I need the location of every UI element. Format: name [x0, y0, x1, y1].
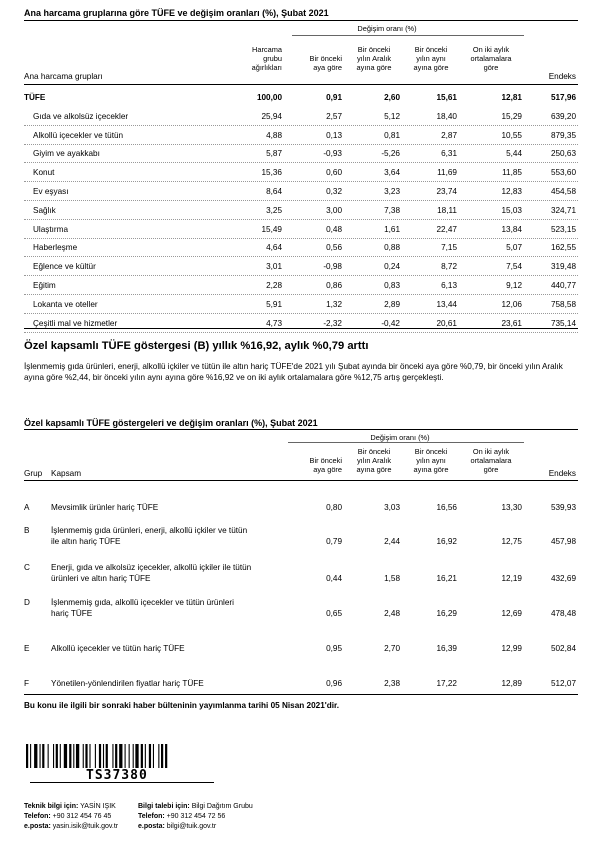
table1-header-rule [24, 84, 578, 85]
table1-cell-d: -0,42 [381, 318, 400, 328]
table2-top-rule [24, 429, 578, 430]
table1-cell-a: 13,84 [501, 224, 522, 234]
table1-row-name: Sağlık [33, 205, 56, 215]
table1-cell-m: 0,32 [326, 187, 342, 196]
table1-cell-m: -0,93 [323, 149, 342, 159]
info-phone: +90 312 454 72 56 [166, 813, 226, 820]
table1-row-name: Giyim ve ayakkabı [33, 149, 100, 159]
table1-row-separator [24, 332, 578, 333]
barcode-bar [106, 744, 108, 768]
table1-cell-w: 5,91 [266, 299, 282, 309]
table1-row-separator [24, 162, 578, 163]
table2-cell-a: 12,75 [501, 537, 522, 546]
table1-cell-i: 319,48 [550, 262, 576, 272]
barcode-bar [48, 744, 49, 768]
barcode-bar [115, 744, 117, 768]
table1-cell-m: 0,13 [326, 130, 342, 140]
barcode-bar [129, 744, 130, 768]
table1-cell-w: 8,64 [266, 187, 282, 196]
table2-row-kapsam: Yönetilen-yönlendirilen fiyatlar hariç TÜFE [51, 679, 204, 688]
table2-change-rule [288, 442, 524, 443]
table1-cell-d: 2,89 [384, 299, 400, 309]
table2-row-group: C [24, 563, 30, 572]
table1-row-name: Eğitim [33, 281, 56, 290]
barcode-bar [60, 744, 61, 768]
table1-cell-y: 23,74 [436, 187, 457, 196]
table1-bottom-rule [24, 328, 578, 329]
table2-cell-i: 457,98 [550, 537, 576, 546]
table1-cell-y: 2,87 [441, 130, 457, 140]
tech-email: yasin.isik@tuik.gov.tr [52, 823, 119, 830]
table1-cell-a: 15,03 [501, 205, 522, 215]
barcode-bar [119, 744, 122, 768]
table1-cell-m: 0,56 [326, 243, 342, 253]
barcode-bar [141, 744, 143, 768]
table1-cell-w: 4,88 [266, 130, 282, 140]
table1-cell-d: 5,12 [384, 111, 400, 121]
table1-col-12m: On iki aylık ortalamalara göre [470, 45, 512, 72]
table1-cell-i: 324,71 [550, 205, 576, 215]
info-label: Bilgi talebi için: [138, 803, 190, 810]
table2-row-kapsam: ile altın hariç TÜFE [51, 537, 121, 546]
table1-row-name: Ev eşyası [33, 187, 69, 196]
table1-cell-m: 3,00 [326, 205, 342, 215]
table1-title: Ana harcama gruplarına göre TÜFE ve değişim oranları (%), Şubat 2021 [24, 8, 329, 18]
table2-cell-i: 502,84 [550, 644, 576, 653]
info-phone-label: Telefon: [138, 813, 165, 820]
table2-cell-m: 0,65 [326, 609, 342, 618]
table2-col-index: Endeks [548, 469, 576, 478]
table1-row-name: Gıda ve alkolsüz içecekler [33, 111, 129, 121]
table1-row-separator [24, 125, 578, 126]
barcode-bar [112, 744, 113, 768]
table1-cell-m: 0,60 [326, 168, 342, 178]
table1-row-name: Alkollü içecekler ve tütün [33, 130, 124, 140]
table1-col-monthly: Bir önceki aya göre [309, 54, 342, 72]
table2-row-group: B [24, 526, 30, 535]
table2-cell-d: 2,48 [384, 609, 400, 618]
barcode-bar [83, 744, 84, 768]
table1-row-separator [24, 313, 578, 314]
table1-cell-a: 12,81 [501, 93, 522, 102]
table1-row-name: Lokanta ve oteller [33, 299, 98, 309]
table2-header-rule [24, 480, 578, 481]
table1-cell-a: 10,55 [501, 130, 522, 140]
table1-row-separator [24, 256, 578, 257]
table1-cell-d: -5,26 [381, 149, 400, 159]
table1-cell-w: 4,73 [266, 318, 282, 328]
table1-cell-y: 15,61 [436, 93, 457, 102]
table1-cell-a: 12,83 [501, 187, 522, 196]
table2-cell-d: 3,03 [384, 503, 400, 512]
barcode-bar [145, 744, 146, 768]
table2-row-group: F [24, 679, 30, 688]
table2-cell-d: 2,38 [384, 679, 400, 688]
info-email-label: e.posta: [138, 823, 165, 830]
table1-cell-w: 2,28 [266, 281, 282, 290]
table2-cell-a: 12,89 [501, 679, 522, 688]
table2-cell-i: 512,07 [550, 679, 576, 688]
table1-cell-a: 7,54 [506, 262, 522, 272]
footer-tech-contact [24, 802, 118, 832]
table1-row-separator [24, 219, 578, 220]
table2-row-group: D [24, 598, 30, 607]
table1-cell-w: 3,01 [266, 262, 282, 272]
table1-cell-d: 0,88 [384, 243, 400, 253]
table1-cell-d: 3,23 [384, 187, 400, 196]
table1-cell-w: 25,94 [261, 111, 282, 121]
table1-col-yoy: Bir önceki yılın aynı ayına göre [413, 45, 449, 72]
table2-cell-m: 0,44 [326, 574, 342, 583]
table2-cell-d: 2,44 [384, 537, 400, 546]
table1-cell-y: 6,13 [441, 281, 457, 290]
table1-cell-d: 0,83 [384, 281, 400, 290]
table1-cell-w: 3,25 [266, 205, 282, 215]
barcode-bar [135, 744, 138, 768]
table1-cell-w: 4,64 [266, 243, 282, 253]
next-bulletin-note: Bu konu ile ilgili bir sonraki haber bülteninin yayımlanma tarihi 05 Nisan 2021'dir. [24, 701, 339, 710]
tech-name: YASİN IŞIK [80, 803, 116, 810]
table1-cell-y: 7,15 [441, 243, 457, 253]
table1-cell-a: 5,07 [506, 243, 522, 253]
table1-row-separator [24, 181, 578, 182]
table2-cell-m: 0,80 [326, 503, 342, 512]
barcode-bar [149, 744, 151, 768]
table2-cell-y: 16,21 [436, 574, 457, 583]
table2-col-12m: On iki aylık ortalamalara göre [470, 447, 512, 474]
barcode-text: TS37380 [86, 768, 148, 783]
table1-cell-d: 3,64 [384, 168, 400, 178]
table2-col-monthly: Bir önceki aya göre [309, 456, 342, 474]
table2-cell-a: 12,99 [501, 644, 522, 653]
table1-cell-i: 523,15 [550, 224, 576, 234]
table2-row-kapsam: ürünleri ve altın hariç TÜFE [51, 574, 151, 583]
table2-row-kapsam: Alkollü içecekler ve tütün hariç TÜFE [51, 644, 185, 653]
table2-cell-y: 17,22 [436, 679, 457, 688]
barcode-bar [34, 744, 37, 768]
table2-col-dec: Bir önceki yılın Aralık ayına göre [356, 447, 392, 474]
barcode-bar [89, 744, 90, 768]
table1-row-name: Eğlence ve kültür [33, 262, 96, 272]
table1-cell-d: 2,60 [384, 93, 400, 102]
table1-cell-d: 7,38 [384, 205, 400, 215]
table1-row-name: TÜFE [24, 93, 46, 102]
table1-change-header: Değişim oranı (%) [357, 24, 417, 33]
table2-title: Özel kapsamlı TÜFE göstergeleri ve değişim oranları (%), Şubat 2021 [24, 418, 318, 428]
barcode [26, 744, 214, 768]
table2-cell-y: 16,92 [436, 537, 457, 546]
table1-cell-i: 758,58 [550, 299, 576, 309]
table1-top-rule [24, 20, 578, 21]
table2-cell-m: 0,79 [326, 537, 342, 546]
barcode-bar [125, 744, 126, 768]
tech-email-label: e.posta: [24, 823, 51, 830]
table1-cell-w: 15,49 [261, 224, 282, 234]
table1-cell-d: 1,61 [384, 224, 400, 234]
table1-cell-m: 0,48 [326, 224, 342, 234]
table1-cell-a: 23,61 [501, 318, 522, 328]
table2-col-kapsam: Kapsam [51, 469, 82, 478]
table2-row-kapsam: Mevsimlik ürünler hariç TÜFE [51, 503, 159, 512]
table1-row-name: Haberleşme [33, 243, 78, 253]
info-email: bilgi@tuik.gov.tr [166, 823, 217, 830]
summary-paragraph: İşlenmemiş gıda ürünleri, enerji, alkollü içkiler ve tütün ile altın hariç TÜFE'de 2021 yılı Şubat ayında bir önceki aya göre %0,79, bir önceki yılın Aralık ayına göre %2,44, bir önceki yılın aynı ayına göre %16,92 ve on iki aylık ortalamalara göre %12,75 artış gerçekleşti. [24, 362, 563, 382]
table1-cell-w: 5,87 [266, 149, 282, 159]
tech-label: Teknik bilgi için: [24, 803, 79, 810]
barcode-bar [158, 744, 159, 768]
table1-cell-y: 22,47 [436, 224, 457, 234]
table1-row-separator [24, 275, 578, 276]
table1-cell-i: 517,96 [550, 93, 576, 102]
barcode-bar [40, 744, 41, 768]
table2-cell-y: 16,39 [436, 644, 457, 653]
table1-cell-a: 15,29 [501, 111, 522, 121]
barcode-bar [69, 744, 71, 768]
barcode-bar [95, 744, 96, 768]
table1-col-weight: Harcama grubu ağırlıkları [251, 45, 282, 72]
table1-cell-w: 15,36 [261, 168, 282, 178]
table1-cell-a: 9,12 [506, 281, 522, 290]
table1-cell-i: 553,60 [550, 168, 576, 178]
table1-cell-y: 11,69 [437, 168, 457, 178]
table1-row-name: Ulaştırma [33, 224, 69, 234]
table2-bottom-rule [24, 694, 578, 695]
table2-row-kapsam: İşlenmemiş gıda, alkollü içecekler ve tütün ürünleri [51, 598, 234, 607]
table2-row-group: A [24, 503, 30, 512]
table1-cell-m: 0,91 [326, 93, 342, 102]
table1-cell-y: 18,40 [436, 111, 457, 121]
barcode-bar [165, 744, 167, 768]
table2-cell-a: 13,30 [501, 503, 522, 512]
table1-cell-y: 18,11 [437, 205, 457, 215]
table1-cell-m: 2,57 [326, 111, 342, 121]
table2-cell-m: 0,95 [326, 644, 342, 653]
table2-row-kapsam: hariç TÜFE [51, 609, 93, 618]
barcode-bar [73, 744, 74, 768]
table1-cell-i: 162,55 [550, 243, 576, 253]
table2-row-kapsam: Enerji, gıda ve alkolsüz içecekler, alkollü içkiler ile tütün [51, 563, 252, 572]
table1-cell-d: 0,24 [384, 262, 400, 272]
table2-cell-y: 16,56 [436, 503, 457, 512]
table1-cell-i: 454,58 [550, 187, 576, 196]
barcode-bar [26, 744, 28, 768]
table1-row-name: Konut [33, 168, 55, 178]
barcode-bar [30, 744, 31, 768]
table2-change-header: Değişim oranı (%) [370, 433, 430, 442]
table2-cell-m: 0,96 [326, 679, 342, 688]
table1-col-group: Ana harcama grupları [24, 72, 103, 81]
table1-row-separator [24, 238, 578, 239]
barcode-bar [56, 744, 58, 768]
table2-row-group: E [24, 644, 30, 653]
barcode-bar [133, 744, 134, 768]
table1-col-dec: Bir önceki yılın Aralık ayına göre [356, 45, 392, 72]
table1-cell-i: 879,35 [550, 130, 576, 140]
table2-cell-i: 432,69 [550, 574, 576, 583]
table1-col-index: Endeks [548, 72, 576, 81]
barcode-bar [85, 744, 87, 768]
barcode-bar [76, 744, 79, 768]
barcode-bar [153, 744, 154, 768]
barcode-bar [64, 744, 67, 768]
table1-cell-m: 1,32 [326, 299, 342, 309]
table1-cell-a: 11,85 [502, 168, 522, 178]
table2-cell-d: 1,58 [384, 574, 400, 583]
table1-cell-y: 20,61 [436, 318, 457, 328]
barcode-bar [42, 744, 44, 768]
barcode-bar [53, 744, 54, 768]
table1-cell-a: 12,06 [501, 299, 522, 309]
tech-phone-label: Telefon: [24, 813, 51, 820]
table1-cell-m: -2,32 [323, 318, 342, 328]
tech-phone: +90 312 454 76 45 [52, 813, 112, 820]
table2-cell-i: 478,48 [550, 609, 576, 618]
table2-cell-d: 2,70 [384, 644, 400, 653]
table2-col-grup: Grup [24, 469, 43, 478]
table2-cell-i: 539,93 [550, 503, 576, 512]
table1-change-rule [292, 35, 524, 36]
barcode-bar [99, 744, 101, 768]
barcode-bar [161, 744, 163, 768]
table1-cell-i: 440,77 [550, 281, 576, 290]
table1-row-name: Çeşitli mal ve hizmetler [33, 318, 118, 328]
table1-cell-i: 735,14 [550, 318, 576, 328]
table1-cell-y: 13,44 [436, 299, 457, 309]
footer-info-contact [138, 802, 253, 832]
table2-row-kapsam: İşlenmemiş gıda ürünleri, enerji, alkollü içkiler ve tütün [51, 526, 248, 535]
table1-row-separator [24, 200, 578, 201]
table1-cell-i: 639,20 [550, 111, 576, 121]
table2-cell-a: 12,69 [501, 609, 522, 618]
info-name: Bilgi Dağıtım Grubu [191, 803, 253, 810]
table1-row-separator [24, 294, 578, 295]
table1-cell-i: 250,63 [550, 149, 576, 159]
table1-cell-a: 5,44 [506, 149, 522, 159]
table2-col-yoy: Bir önceki yılın aynı ayına göre [413, 447, 449, 474]
table1-cell-w: 100,00 [256, 93, 282, 102]
barcode-bar [103, 744, 104, 768]
table1-cell-y: 6,31 [441, 149, 457, 159]
section-heading: Özel kapsamlı TÜFE göstergesi (B) yıllık %16,92, aylık %0,79 arttı [24, 340, 369, 352]
table1-cell-m: -0,98 [323, 262, 342, 272]
table1-cell-d: 0,81 [384, 130, 400, 140]
table1-cell-m: 0,86 [326, 281, 342, 290]
table2-cell-y: 16,29 [436, 609, 457, 618]
table2-cell-a: 12,19 [501, 574, 522, 583]
table1-cell-y: 8,72 [441, 262, 457, 272]
table1-row-separator [24, 144, 578, 145]
